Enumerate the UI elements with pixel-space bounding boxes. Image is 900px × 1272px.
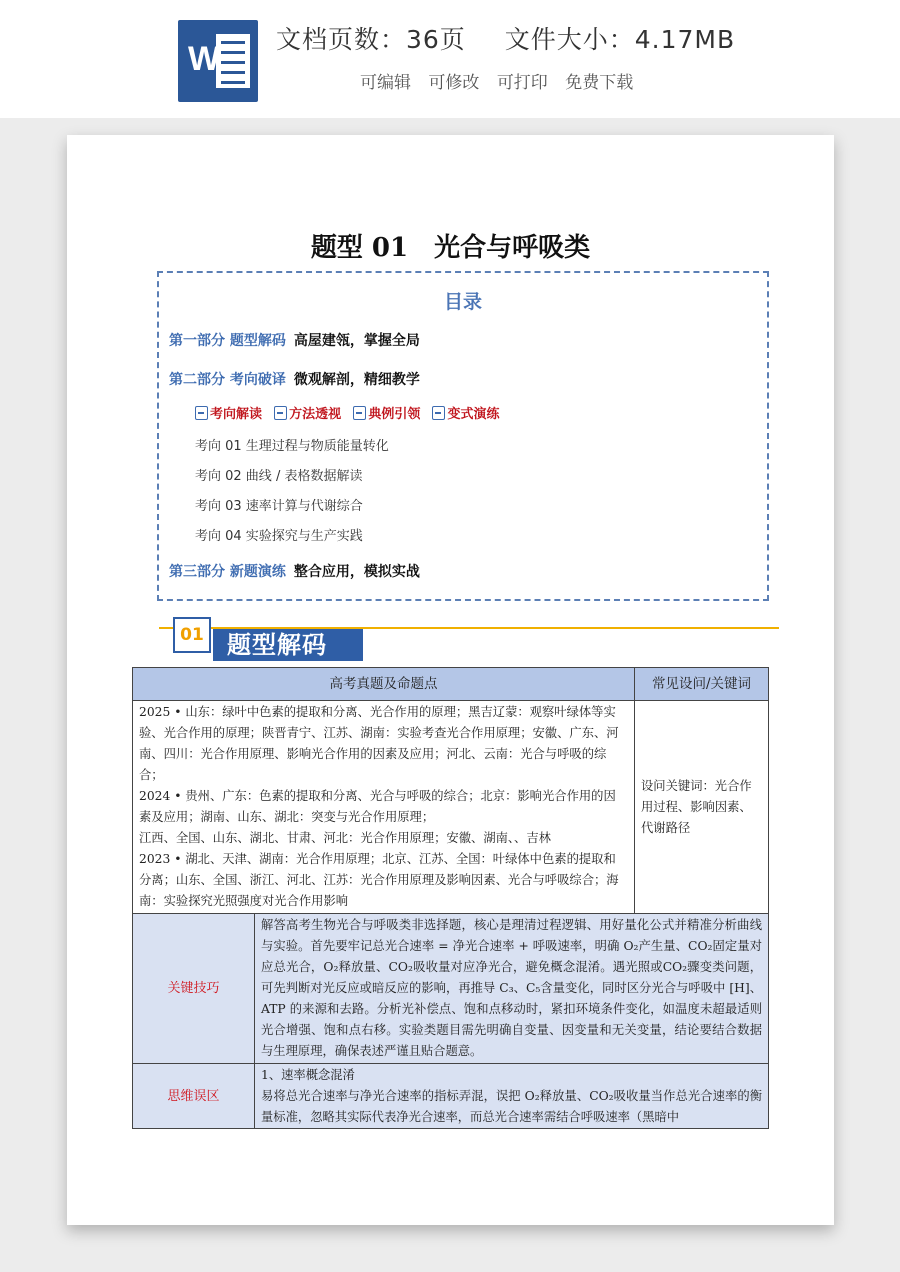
document-icon (353, 406, 366, 420)
toc-part-desc: 微观解剖，精细教学 (293, 372, 420, 388)
table-row (133, 701, 769, 914)
feature-printable: 可打印 (496, 73, 548, 93)
toc-item: 考向 02 曲线 / 表格数据解读 (195, 469, 363, 484)
file-size: 文件大小：4.17MB (504, 25, 736, 54)
mistake-title: 1、速率概念混淆 (261, 1068, 355, 1082)
toc-item: 考向 04 实验探究与生产实践 (195, 529, 363, 544)
tag-practice: 变式演练 (447, 407, 500, 422)
word-document-icon (178, 20, 258, 102)
table-row (133, 1064, 769, 1129)
document-icon (195, 406, 208, 420)
toc-part-desc: 整合应用，模拟实战 (293, 564, 420, 580)
table-header-row (133, 668, 769, 701)
document-page (67, 135, 834, 1225)
document-icon (432, 406, 445, 420)
keywords-cell: 设问关键词：光合作用过程、影响因素、代谢路径 (635, 701, 769, 914)
toc-part-1 (169, 330, 420, 350)
column-header-exam-points: 高考真题及命题点 (133, 668, 635, 701)
page-count: 文档页数：36页 (276, 25, 466, 54)
word-logo-letter: W (187, 40, 221, 78)
exam-points-cell (133, 701, 635, 914)
key-skill-text: 解答高考生物光合与呼吸类非选择题，核心是理清过程逻辑、用好量化公式并精准分析曲线与实验。首先要牢记总光合速率 = 净光合速率 + 呼吸速率，明确 O₂产生量、CO₂固定量对应总光合，O₂释放量、CO₂吸收量对应净光合，避免概念混淆。遇光照或CO₂骤变类问题，可先判断对光反应或暗反应的影响，再推导 C₃、C₅含量变化，同时区分光合与呼吸中 [H]、ATP 的来源和去路。分析光补偿点、饱和点移动时，紧扣环境条件变化，如温度未超最适则光合增强、饱和点右移。实验类题目需先明确自变量、因变量和无关变量，结论要结合数据与生理原理，确保表述严谨且贴合题意。 (255, 914, 769, 1064)
section-number: 01 (173, 617, 211, 653)
document-icon (274, 406, 287, 420)
mistake-label: 思维误区 (133, 1064, 255, 1129)
toc-item: 考向 01 生理过程与物质能量转化 (195, 439, 389, 454)
tag-exam-direction: 考向解读 (210, 407, 263, 422)
column-header-keywords: 常见设问/关键词 (635, 668, 769, 701)
toc-heading: 目录 (443, 291, 482, 313)
tag-method: 方法透视 (289, 407, 342, 422)
feature-editable: 可编辑 (360, 73, 411, 93)
key-skill-label: 关键技巧 (133, 914, 255, 1064)
feature-modifiable: 可修改 (428, 73, 480, 93)
toc-part-3 (169, 561, 420, 581)
toc-item: 考向 03 速率计算与代谢综合 (195, 499, 363, 514)
document-title: 题型 01 光合与呼吸类 (310, 233, 591, 263)
toc-part-desc: 高屋建瓴，掌握全局 (293, 333, 420, 349)
exam-analysis-table (132, 667, 769, 1129)
feature-list (360, 68, 633, 93)
tag-example: 典例引领 (368, 407, 421, 422)
section-title: 题型解码 (213, 629, 363, 661)
toc-part-name: 第一部分 题型解码 (169, 333, 286, 349)
exam-point: 2024 • 贵州、广东：色素的提取和分离、光合与呼吸的综合；北京：影响光合作用的因素及应用；湖南、山东、湖北：突变与光合作用原理； (139, 789, 616, 824)
exam-point: 2025 • 山东：绿叶中色素的提取和分离、光合作用的原理；黑吉辽蒙：观察叶绿体等实验、光合作用的原理；陕晋青宁、江苏、湖南：实验考查光合作用原理；安徽、广东、河南、四川：光合作用原理、影响光合作用的因素及应用；河北、云南：光合与呼吸的综合； (139, 705, 619, 782)
download-banner (0, 0, 900, 118)
toc-part-2 (169, 369, 420, 389)
feature-free-download: 免费下载 (565, 73, 634, 93)
table-row (133, 914, 769, 1064)
mistake-cell (255, 1064, 769, 1129)
toc-part-name: 第三部分 新题演练 (169, 564, 286, 580)
toc-part-name: 第二部分 考向破译 (169, 372, 286, 388)
exam-point: 2023 • 湖北、天津、湖南：光合作用原理；北京、江苏、全国：叶绿体中色素的提取和分离；山东、全国、浙江、河北、江苏：光合作用原理及影响因素、光合与呼吸综合；海南：实验探究光照强度对光合作用影响 (139, 852, 619, 908)
file-info (276, 20, 735, 56)
toc-tag-row (195, 403, 507, 422)
table-of-contents (157, 271, 769, 601)
exam-point: 江西、全国、山东、湖北、甘肃、河北：光合作用原理；安徽、湖南、、吉林 (139, 831, 551, 845)
mistake-text: 易将总光合速率与净光合速率的指标弄混，误把 O₂释放量、CO₂吸收量当作总光合速率的衡量标准，忽略其实际代表净光合速率，而总光合速率需结合呼吸速率（黑暗中 (261, 1089, 762, 1124)
